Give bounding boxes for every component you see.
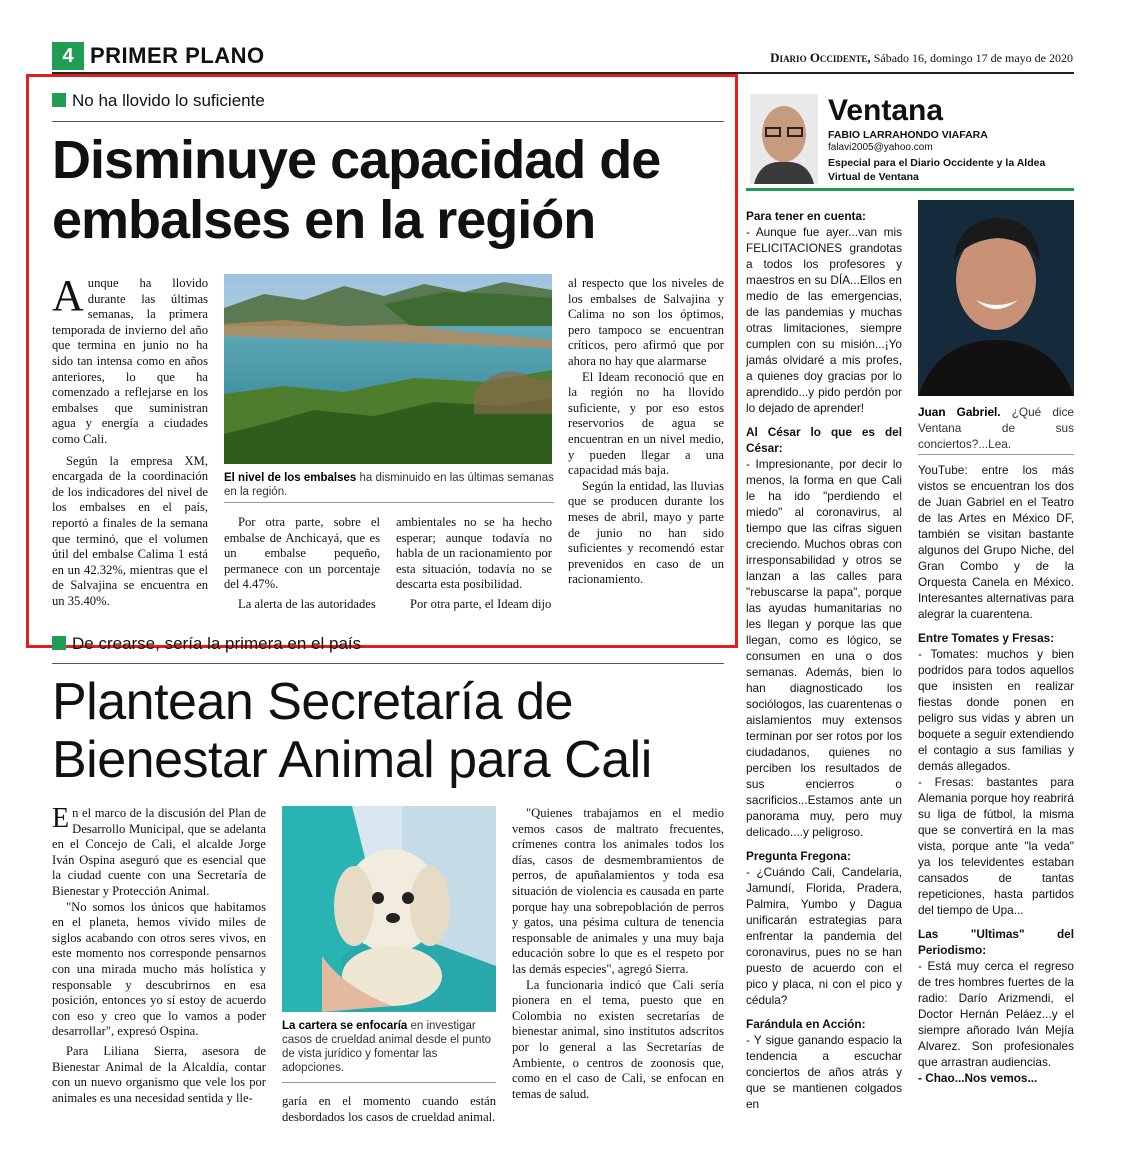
paragraph: - Chao...Nos vemos... (918, 1071, 1038, 1085)
caption-lead: Juan Gabriel. (918, 405, 1001, 419)
dropcap: E (52, 803, 70, 834)
issue-date: Sábado 16, domingo 17 de mayo de 2020 (873, 51, 1073, 65)
reservoir-photo (224, 274, 552, 464)
paragraph: Para Liliana Sierra, asesora de Bienestar Animal de la Alcaldía, contar con un nuevo organismo que vele los por animales es una necesidad sentida y lle- (52, 1043, 266, 1105)
paragraph: - Tomates: muchos y bien podridos para todos aquellos que insisten en realizar fiestas donde ponen en peligro sus vidas y abren un boquete a seguir extendiendo el contagio a sus familias y demás allegados. (918, 647, 1074, 773)
dateline (770, 50, 1073, 66)
subhead: Farándula en Acción: (746, 1017, 866, 1031)
column-note: Especial para el Diario Occidente y la Aldea Virtual de Ventana (828, 157, 1046, 183)
article1-column-4 (568, 276, 724, 588)
paragraph: El Ideam reconoció que en la región no ha llovido suficiente, y por eso estos reservorios de agua se encuentran en un nivel medio, y pueden llegar a una capacidad más baja. (568, 369, 724, 478)
paragraph: Según la empresa XM, encargada de la coordinación de los indicadores del nivel de los embalses en el país, reportó a finales de la semana que terminó, que el volumen útil del embalse Calima 1 está en un 42.32%, mientras que el de Salvajina se encuentra en un 35.40%. (52, 453, 208, 608)
paragraph: ambientales no se ha hecho esperar; aunque todavía no habla de un racionamiento por esta situación, todavía no se descarta esta posibilidad. (396, 515, 552, 592)
article1-photo-caption (224, 471, 554, 499)
dropcap: A (52, 271, 84, 320)
section-title: PRIMER PLANO (90, 43, 265, 68)
article1-column-2 (224, 515, 380, 613)
paper-name: Diario Occidente, (770, 50, 871, 65)
article2-column-1 (52, 803, 266, 1106)
article1-rule (52, 121, 724, 122)
paragraph: - Impresionante, por decir lo menos, la forma en que Cali le ha ido "perdiendo el miedo" al coronavirus, al tiempo que las cifras siguen creciendo. Muchos obras con irresponsabilidad y otros se lanzan a las calles para "rebuscarse la papa", porque las ayudas humanitarias no les llegan y porque las que llegan, como es lógico, se consumen en una o dos semanas. Además, bien lo han diagnosticado los sociólogos, las cuarentenas o aislamientos muy extensos terminan por ser rotos por los ciudadanos, quienes no perciben los resultados de sus encierros o sacrificios...Estamos ante un panorama muy, pero muy delicado....y peligroso. (746, 457, 902, 839)
article2-column-3 (512, 806, 724, 1102)
paragraph: al respecto que los niveles de los embalses de Salvajina y Calima no son los óptimos, pero tampoco se encuentran críticos, pero afirmó que por ahora no hay que alarmarse (568, 276, 724, 368)
caption-rule (282, 1082, 496, 1083)
article2-column-2 (282, 1094, 496, 1125)
paragraph: Por otra parte, el Ideam dijo (410, 596, 552, 611)
subhead: Pregunta Fregona: (746, 849, 851, 863)
paragraph: "Quienes trabajamos en el medio vemos casos de maltrato frecuentes, crímenes contra los animales todos los días, casos de desmembramientos de perros, de apuñalamientos y toda esa situación de violencia es causada en parte porque hay una sobrepoblación de perros y gatos, una pésima cultura de tenencia responsable de animales y una muy baja educación sobre lo que es el respeto por las demás especies", agregó Sierra. (512, 806, 724, 976)
column-title: Ventana (828, 94, 944, 127)
column-right (918, 462, 1074, 1086)
article1-column-3 (396, 515, 552, 613)
subhead: Las "Ultimas" del Periodismo: (918, 927, 1074, 957)
article2-headline: Plantean Secretaría de Bienestar Animal para Cali (52, 673, 652, 789)
paragraph: La funcionaria indicó que Cali sería pionera en el tema, puesto que en Colombia no existen secretarías de bienestar animal, sino institutos adscritos por lo general a las Secretarías de Ambiente, o centros de zoonosis que, como en el caso de Cali, se enfocan en temas de salud. (512, 977, 724, 1101)
caption-lead: La cartera se enfocaría (282, 1020, 408, 1032)
paragraph: - Aunque fue ayer...van mis FELICITACIONES grandotas a todos los profesores y maestros en su DÍA...Ellos en medio de las emergencias, de las pandemias y muchas otras limitaciones, siempre cumplen con su misión...¡Yo jamás olvidaré a mis profes, a quienes doy gracias por lo aprendido...y pido perdón por lo dejado de aprender! (746, 225, 902, 415)
article1-kicker: No ha llovido lo suficiente (52, 91, 265, 111)
subhead: Para tener en cuenta: (746, 209, 866, 223)
paragraph: - Fresas: bastantes para Alemania porque hoy reabrirá su liga de fútbol, la misma que se convertirá en la mas vista, porque ante "la veda" ya los televidentes estaban cansados de tantas repeticiones, hasta partidos del tiempo de Upa... (918, 775, 1074, 917)
page-number: 4 (52, 42, 84, 70)
column-left (746, 208, 902, 1112)
paragraph: unque ha llovido durante las últimas semanas, la primera temporada de invierno del año que termina en junio no ha sido tan intensa como en años anteriores, lo que ha comenzado a reflejarse en los embalses que suministran agua y energía a ciudades como Cali. (52, 276, 208, 446)
caption-text: en investigar casos de crueldad animal desde el punto de vista jurídico y fomentar las adopciones. (282, 1020, 492, 1074)
paragraph: YouTube: entre los más vistos se encuentran los dos de Juan Gabriel en el Teatro de las Artes en México DF, también se visitan bastante algunos del Grupo Niche, del Gran Combo y de la Orquesta Canela en México. Interesantes alternativas para alegrar la cuarentena. (918, 463, 1074, 621)
paragraph: - ¿Cuándo Cali, Candelaria, Jamundí, Florida, Pradera, Palmira, Yumbo y Dagua unificarán estrategias para enfrentar la pandemia del coronavirus, pues no se han puesto de acuerdo con el pico y placa, ni con el pico y cédula? (746, 865, 902, 1007)
paragraph: Según la entidad, las lluvias que se producen durante los meses de abril, mayo y parte de junio no han sido suficientes y recomendó estar prevenidos en caso de un racionamiento. (568, 478, 724, 587)
subhead: Entre Tomates y Fresas: (918, 631, 1055, 645)
article1-column-1 (52, 271, 208, 609)
author-avatar (750, 94, 818, 184)
paragraph: Por otra parte, sobre el embalse de Anchicayá, que es un embalse pequeño, permanece con un porcentaje del 4.47%. (224, 515, 380, 592)
caption-text: ¿Qué dice Ventana de sus conciertos?...Lea. (918, 405, 1074, 451)
caption-rule (918, 454, 1074, 455)
paragraph: n el marco de la discusión del Plan de Desarrollo Municipal, que se adelanta en el Concejo de Cali, el alcalde Jorge Iván Ospina aseguró que es esencial que la ciudad cuente con una Secretaría de Bienestar y Protección Animal. (52, 806, 266, 898)
dog-photo (282, 806, 496, 1012)
caption-lead: El nivel de los embalses (224, 472, 357, 484)
column-email: falavi2005@yahoo.com (828, 142, 933, 153)
juan-gabriel-photo (918, 200, 1074, 396)
article2-rule (52, 663, 724, 664)
paragraph: "No somos los únicos que habitamos en el planeta, hemos vivido miles de siglos acabando con otros seres vivos, en este momento nos corresponde pensarnos con una mirada mucho más holística y responsable y descubrirnos en esa posición, entonces yo sí estoy de acuerdo con eso y creo que lo vamos a poder desarrollar", expresó Ospina. (52, 899, 266, 1039)
article1-headline: Disminuye capacidad de embalses en la región (52, 130, 661, 250)
column-header (746, 90, 1074, 191)
paragraph: garía en el momento cuando están desbordados los casos de crueldad animal. (282, 1094, 496, 1124)
paragraph: La alerta de las autoridades (238, 596, 376, 611)
article2-photo-caption (282, 1019, 496, 1075)
photo-caption (918, 404, 1074, 452)
paragraph: - Y sigue ganando espacio la tendencia a escuchar conciertos de años atrás y que se mantienen colgados en (746, 1033, 902, 1111)
paragraph: - Está muy cerca el regreso de tres hombres fuertes de la radio: Darío Arizmendi, el Doctor Hernán Peláez...y el siempre añorado Iván Mejía Alvarez. Son profesionales que arrastran audiencias. (918, 959, 1074, 1069)
caption-text: ha disminuido en las últimas semanas en la región. (224, 472, 554, 498)
article2-kicker: De crearse, sería la primera en el país (52, 634, 361, 654)
column-author: FABIO LARRAHONDO VIAFARA (828, 129, 988, 141)
caption-rule (224, 502, 554, 503)
subhead: Al César lo que es del César: (746, 425, 902, 455)
